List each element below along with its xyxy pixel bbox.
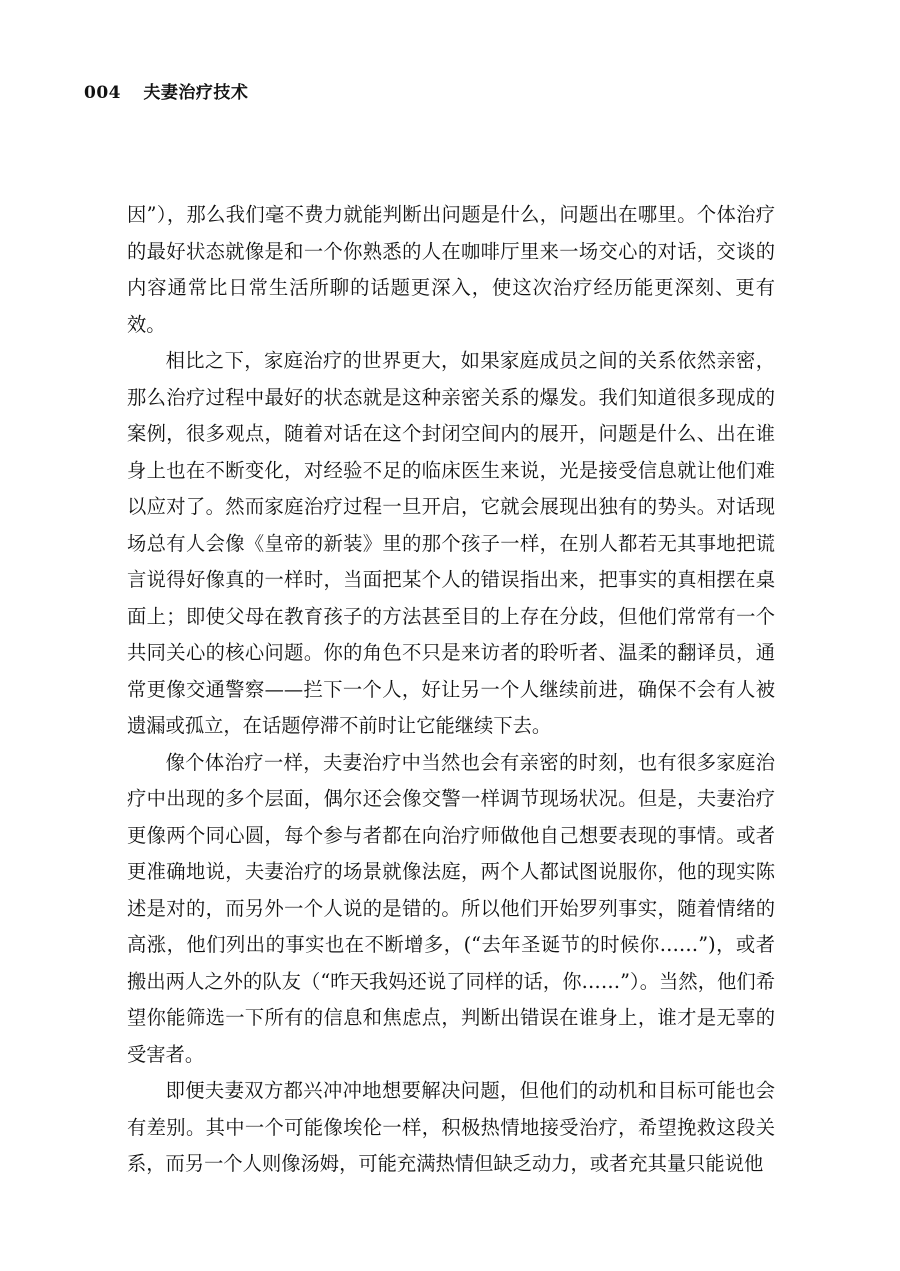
body-text: [127, 197, 775, 1183]
page-number: 004: [84, 83, 121, 103]
paragraph-couple-therapy: 像个体治疗一样，夫妻治疗中当然也会有亲密的时刻，也有很多家庭治疗中出现的多个层面，偶尔还会像交警一样调节现场状况。但是，夫妻治疗更像两个同心圆，每个参与者都在向治疗师做他自己想要表现的事情。或者更准确地说，夫妻治疗的场景就像法庭，两个人都试图说服你，他的现实陈述是对的，而另外一个人说的是错的。所以他们开始罗列事实，随着情绪的高涨，他们列出的事实也在不断增多，(“去年圣诞节的时候你……”)，或者搬出两人之外的队友（“昨天我妈还说了同样的话，你……”）。当然，他们希望你能筛选一下所有的信息和焦虑点，判断出错误在谁身上，谁才是无辜的受害者。: [127, 750, 775, 1066]
paragraph-continued: 因”），那么我们毫不费力就能判断出问题是什么，问题出在哪里。个体治疗的最好状态就像是和一个你熟悉的人在咖啡厅里来一场交心的对话，交谈的内容通常比日常生活所聊的话题更深入，使这次治疗经历能更深刻、更有效。: [127, 203, 775, 336]
paragraph-motivation: 即便夫妻双方都兴冲冲地想要解决问题，但他们的动机和目标可能也会有差别。其中一个可能像埃伦一样，积极热情地接受治疗，希望挽救这段关系，而另一个人则像汤姆，可能充满热情但缺乏动力，或者充其量只能说他: [127, 1079, 775, 1175]
book-title: 夫妻治疗技术: [143, 83, 249, 103]
running-header: [84, 78, 248, 103]
paragraph-family-therapy: 相比之下，家庭治疗的世界更大，如果家庭成员之间的关系依然亲密，那么治疗过程中最好的状态就是这种亲密关系的爆发。我们知道很多现成的案例，很多观点，随着对话在这个封闭空间内的展开，问题是什么、出在谁身上也在不断变化，对经验不足的临床医生来说，光是接受信息就让他们难以应对了。然而家庭治疗过程一旦开启，它就会展现出独有的势头。对话现场总有人会像《皇帝的新装》里的那个孩子一样，在别人都若无其事地把谎言说得好像真的一样时，当面把某个人的错误指出来，把事实的真相摆在桌面上；即使父母在教育孩子的方法甚至目的上存在分歧，但他们常常有一个共同关心的核心问题。你的角色不只是来访者的聆听者、温柔的翻译员，通常更像交通警察——拦下一个人，好让另一个人继续前进，确保不会有人被遗漏或孤立，在话题停滞不前时让它能继续下去。: [127, 349, 775, 737]
